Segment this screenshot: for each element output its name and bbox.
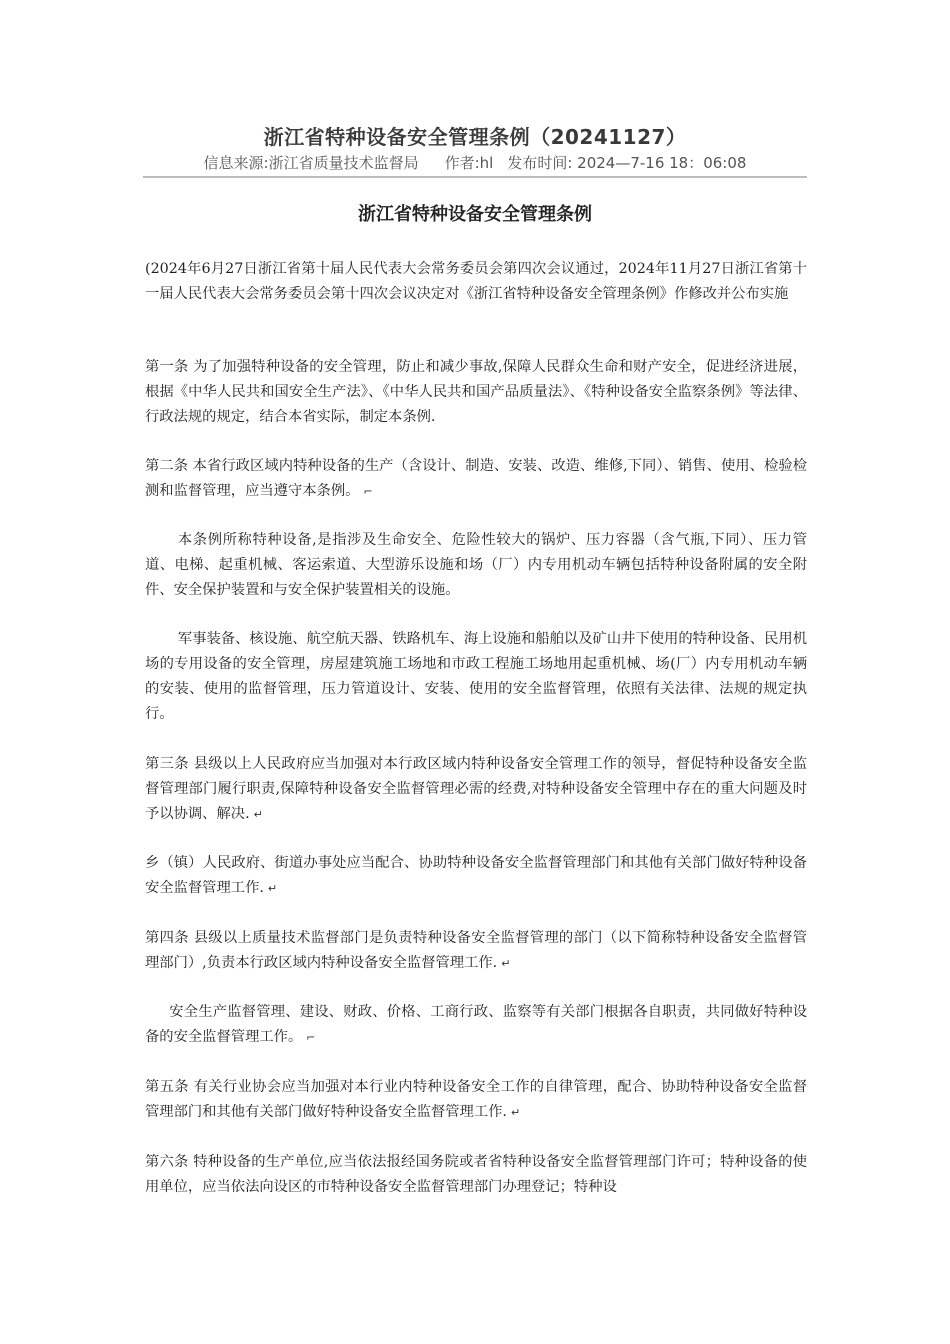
header-divider	[143, 176, 807, 178]
paragraph-mark-icon: ⌐	[306, 1031, 316, 1044]
publish-time: 发布时间: 2024—7-16 18：06:08	[507, 154, 747, 172]
article-3-para-2-text: 乡（镇）人民政府、街道办事处应当配合、协助特种设备安全监督管理部门和其他有关部门做好特种设备安全监督管理工作.	[145, 855, 807, 896]
article-5-text: 第五条 有关行业协会应当加强对本行业内特种设备安全工作的自律管理，配合、协助特种设备安全监督管理部门和其他有关部门做好特种设备安全监督管理工作.	[145, 1079, 807, 1120]
author-label: 作者:hl	[444, 154, 494, 172]
article-4-para-2	[145, 1000, 807, 1050]
article-4-text: 第四条 县级以上质量技术监督部门是负责特种设备安全监督管理的部门（以下简称特种设备安全监督管理部门）,负责本行政区域内特种设备安全监督管理工作.	[145, 930, 807, 971]
article-5	[145, 1075, 807, 1125]
paragraph-mark-icon: ↵	[267, 882, 278, 895]
article-2-text: 第二条 本省行政区域内特种设备的生产（含设计、制造、安装、改造、维修,下同）、销售、使用、检验检测和监督管理，应当遵守本条例。	[145, 458, 807, 499]
paragraph-mark-icon: ↵	[510, 1106, 521, 1119]
article-3-para-2	[145, 851, 807, 901]
paragraph-mark-icon: ↵	[253, 808, 263, 821]
paragraph-mark-icon: ↵	[501, 957, 511, 970]
page-title: 浙江省特种设备安全管理条例（20241127）	[263, 125, 687, 149]
article-6: 第六条 特种设备的生产单位,应当依法报经国务院或者省特种设备安全监督管理部门许可；特种设备的使用单位，应当依法向设区的市特种设备安全监督管理部门办理登记；特种设	[145, 1154, 807, 1195]
article-meta	[0, 152, 950, 173]
article-4	[145, 926, 807, 976]
article-2-para-2: 本条例所称特种设备,是指涉及生命安全、危险性较大的锅炉、压力容器（含气瓶,下同）、压力管道、电梯、起重机械、客运索道、大型游乐设施和场（厂）内专用机动车辆包括特种设备附属的安全附件、安全保护装置和与安全保护装置相关的设施。	[145, 532, 807, 598]
article-3-text: 第三条 县级以上人民政府应当加强对本行政区域内特种设备安全管理工作的领导，督促特种设备安全监督管理部门履行职责,保障特种设备安全监督管理必需的经费,对特种设备安全管理中存在的重大问题及时予以协调、解决.	[145, 756, 807, 822]
article-2	[145, 454, 807, 504]
preamble: (2024年6月27日浙江省第十届人民代表大会常务委员会第四次会议通过，2024年11月27日浙江省第十一届人民代表大会常务委员会第十四次会议决定对《浙江省特种设备安全管理条例》作修改并公布实施	[145, 261, 807, 302]
article-4-para-2-text: 安全生产监督管理、建设、财政、价格、工商行政、监察等有关部门根据各自职责，共同做好特种设备的安全监督管理工作。	[145, 1004, 807, 1045]
paragraph-mark-icon: ⌐	[363, 485, 373, 498]
article-2-para-3: 军事装备、核设施、航空航天器、铁路机车、海上设施和船舶以及矿山井下使用的特种设备、民用机场的专用设备的安全管理，房屋建筑施工场地和市政工程施工场地用起重机械、场(厂）内专用机动车辆的安装、使用的监督管理，压力管道设计、安装、使用的安全监督管理，依照有关法律、法规的规定执行。	[145, 631, 807, 722]
source-label: 信息来源:浙江省质量技术监督局	[203, 154, 419, 172]
article-3	[145, 752, 807, 827]
article-1: 第一条 为了加强特种设备的安全管理，防止和减少事故,保障人民群众生命和财产安全，促进经济进展，根据《中华人民共和国安全生产法》、《中华人民共和国产品质量法》、《特种设备安全监察条例》等法律、行政法规的规定，结合本省实际，制定本条例.	[145, 359, 807, 425]
document-heading: 浙江省特种设备安全管理条例	[358, 204, 592, 225]
